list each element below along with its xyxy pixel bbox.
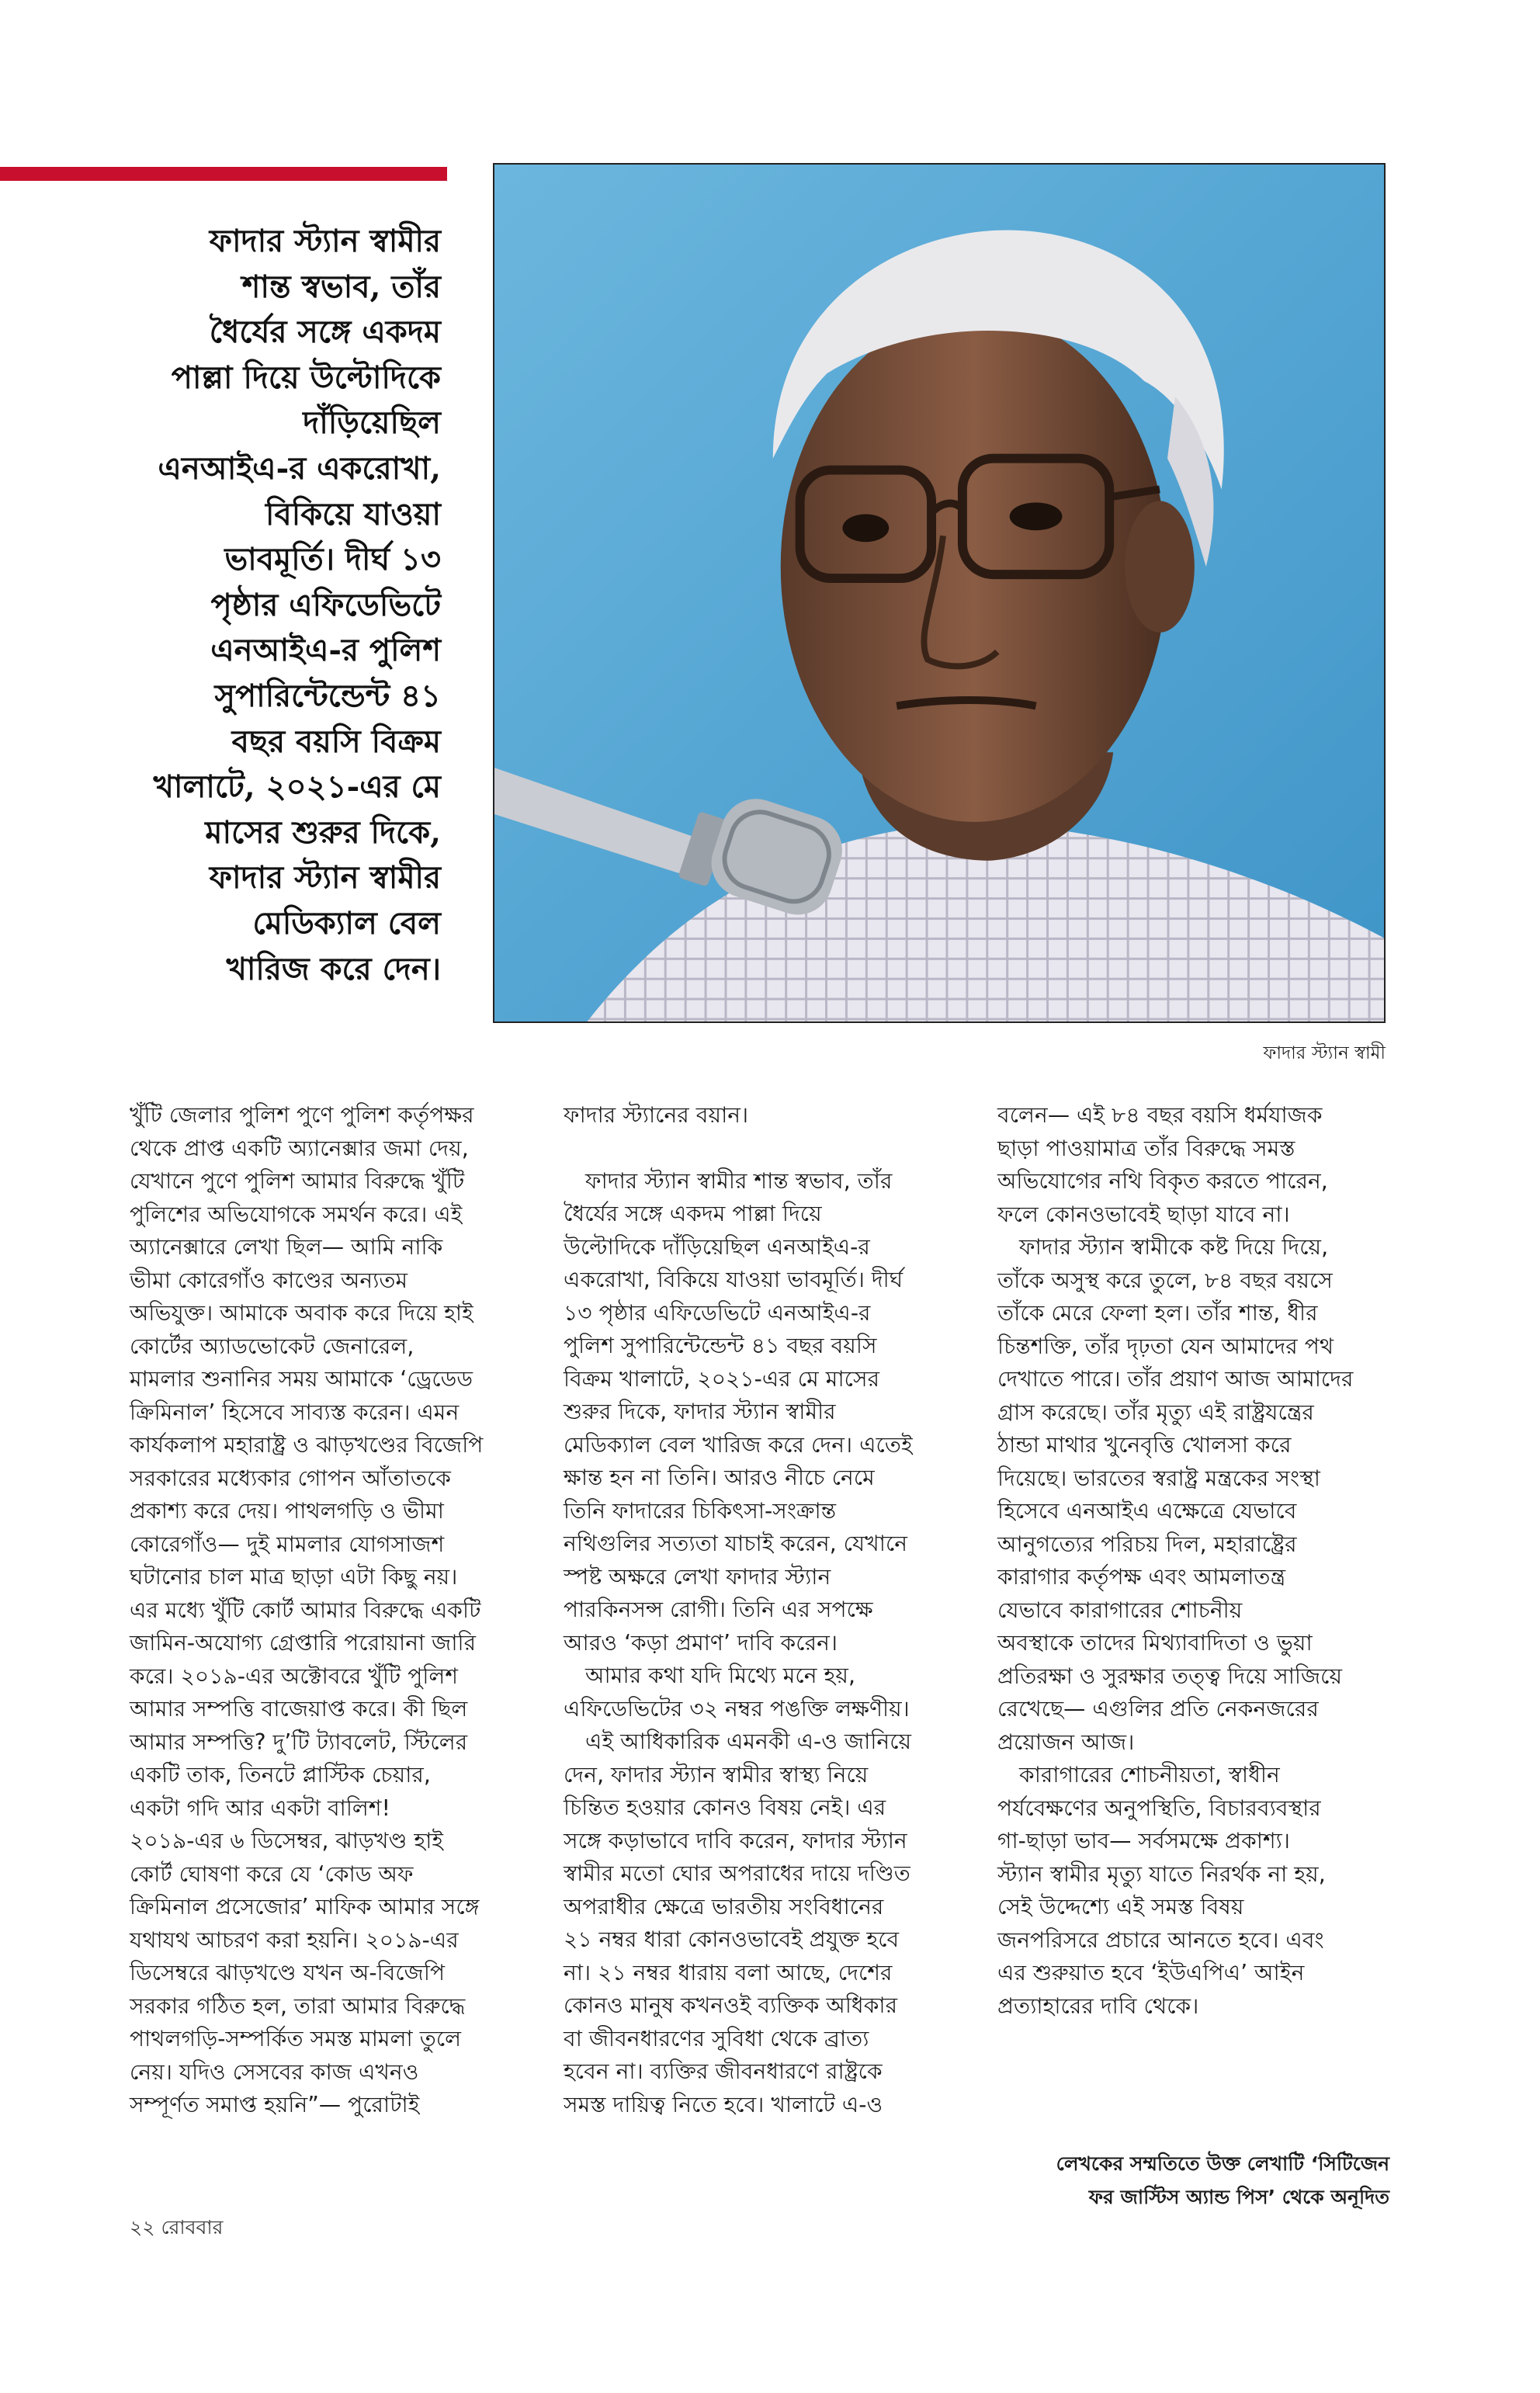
credit-line: লেখকের সম্মতিতে উক্ত লেখাটি ‘সিটিজেন [1056,2152,1389,2175]
article-line: উল্টোদিকে দাঁড়িয়েছিল এনআইএ-র [564,1233,870,1260]
article-line: প্রতিরক্ষা ও সুরক্ষার তত্ত্ব দিয়ে সাজিয়ে [997,1663,1343,1689]
article-line: এর মধ্যে খুঁটি কোর্ট আমার বিরুদ্ধে একটি [130,1597,481,1623]
article-line: থেকে প্রাপ্ত একটি অ্যানেক্সার জমা দেয়, [130,1135,469,1161]
article-line: সম্পূর্ণত সমাপ্ত হয়নি”— পুরোটাই [130,2092,420,2117]
article-line: পুলিশের অভিযোগকে সমর্থন করে। এই [130,1201,463,1227]
photo-caption: ফাদার স্ট্যান স্বামী [1263,1043,1386,1063]
article-line: সমস্ত দায়িত্ব নিতে হবে। খালাটে এ-ও [564,2091,883,2117]
article-line: ডিসেম্বরে ঝাড়খণ্ডে যখন অ-বিজেপি [130,1960,446,1985]
article-line: কোর্ট ঘোষণা করে যে ‘কোড অফ [130,1861,414,1887]
article-line: খুঁটি জেলার পুলিশ পুণে পুলিশ কর্তৃপক্ষর [130,1102,474,1128]
portrait-photo [493,163,1386,1023]
paragraph-gap [564,1132,957,1165]
article-line: জনপরিসরে প্রচারে আনতে হবে। এবং [997,1927,1324,1953]
article-line: পুলিশ সুপারিন্টেন্ডেন্ট ৪১ বছর বয়সি [564,1333,877,1358]
article-line: মেডিক্যাল বেল খারিজ করে দেন। এতেই [564,1431,913,1458]
article-line: পাথলগড়ি-সম্পর্কিত সমস্ত মামলা তুলে [130,2026,462,2051]
pull-quote-line: মাসের শুরুর দিকে, [205,813,441,851]
article-line: ছাড়া পাওয়ামাত্র তাঁর বিরুদ্ধে সমস্ত [997,1135,1295,1161]
article-line: এর শুরুয়াত হবে ‘ইউএপিএ’ আইন [997,1960,1305,1985]
pull-quote-line: ভাবমূর্তি। দীর্ঘ ১৩ [224,541,441,578]
article-line: বিক্রম খালাটে, ২০২১-এর মে মাসের [564,1365,880,1392]
pull-quote-line: এনআইএ-র পুলিশ [210,632,441,669]
red-accent-rule [0,167,447,181]
article-line: অভিযুক্ত। আমাকে অবাক করে দিয়ে হাই [130,1300,473,1326]
article-line: যেখানে পুণে পুলিশ আমার বিরুদ্ধে খুঁটি [130,1168,465,1194]
article-line: বা জীবনধারণের সুবিধা থেকে ব্রাত্য [564,2025,869,2051]
article-line: কোনও মানুষ কখনওই ব্যক্তিক অধিকার [564,1992,898,2018]
article-line: ফাদার স্ট্যান স্বামীর শান্ত স্বভাব, তাঁর [585,1167,893,1194]
article-line: সরকারের মধ্যেকার গোপন আঁতাতকে [130,1465,452,1491]
article-line: অপরাধীর ক্ষেত্রে ভারতীয় সংবিধানের [564,1893,884,1920]
article-line: দিয়েছে। ভারতের স্বরাষ্ট্র মন্ত্রকের সংস্থা [997,1465,1320,1491]
article-line: জামিন-অযোগ্য গ্রেপ্তারি পরোয়ানা জারি [130,1630,477,1656]
article-line: মামলার শুনানির সময় আমাকে ‘ড্রেডেড [130,1366,473,1392]
article-line: আমার সম্পত্তি? দু’টি ট্যাবলেট, স্টিলের [130,1729,468,1755]
article-line: আরও ‘কড়া প্রমাণ’ দাবি করেন। [564,1629,838,1656]
article-line: অবস্থাকে তাদের মিথ্যাবাদিতা ও ভুয়া [997,1630,1313,1656]
article-line: এই আধিকারিক এমনকী এ-ও জানিয়ে [585,1729,912,1754]
article-line: অভিযোগের নথি বিকৃত করতে পারেন, [997,1168,1328,1194]
article-line: হবেন না। ব্যক্তির জীবনধারণে রাষ্ট্রকে [564,2058,883,2084]
pull-quote [116,219,441,992]
article-line: পারকিনসন্স রোগী। তিনি এর সপক্ষে [564,1597,873,1622]
article-line: রেখেছে— এগুলির প্রতি নেকনজরের [997,1696,1319,1722]
pull-quote-line: সুপারিন্টেন্ডেন্ট ৪১ [214,677,441,714]
article-line: ক্রিমিনাল প্রসেজোর’ মাফিক আমার সঙ্গে [130,1894,480,1920]
article-line: তিনি ফাদারের চিকিৎসা-সংক্রান্ত [564,1497,837,1524]
pull-quote-line: দাঁড়িয়েছিল [303,404,441,442]
article-line: ২০১৯-এর ৬ ডিসেম্বর, ঝাড়খণ্ড হাই [130,1828,444,1854]
translation-credit [997,2147,1389,2214]
article-line: আমার সম্পত্তি বাজেয়াপ্ত করে। কী ছিল [130,1696,468,1722]
article-line: চিন্তিত হওয়ার কোনও বিষয় নেই। এর [564,1795,886,1820]
article-line: ফলে কোনওভাবেই ছাড়া যাবে না। [997,1201,1290,1227]
article-line: না। ২১ নম্বর ধারায় বলা আছে, দেশের [564,1959,893,1985]
article-line: ধৈর্যের সঙ্গে একদম পাল্লা দিয়ে [564,1201,822,1226]
article-line: ফাদার স্ট্যান স্বামীকে কষ্ট দিয়ে দিয়ে, [1019,1234,1329,1260]
pull-quote-line: ফাদার স্ট্যান স্বামীর [209,859,441,897]
pull-quote-line: এনআইএ-র একরোখা, [158,449,441,487]
article-line: প্রয়োজন আজ। [997,1729,1135,1755]
article-line: একরোখা, বিকিয়ে যাওয়া ভাবমূর্তি। দীর্ঘ [564,1267,904,1292]
article-line: ১৩ পৃষ্ঠার এফিডেভিটে এনআইএ-র [564,1299,871,1326]
pull-quote-line: শান্ত স্বভাব, তাঁর [241,268,441,305]
article-line: ভীমা কোরেগাঁও কাণ্ডের অন্যতম [130,1267,408,1293]
article-line: আনুগত্যের পরিচয় দিল, মহারাষ্ট্রের [997,1531,1297,1557]
article-line: ঠান্ডা মাথার খুনেবৃত্তি খোলসা করে [997,1432,1292,1458]
article-column-1 [130,1099,523,2122]
article-column-3 [997,1099,1391,2023]
article-line: নেয়। যদিও সেসবের কাজ এখনও [130,2058,419,2085]
article-line: প্রকাশ্য করে দেয়। পাথলগড়ি ও ভীমা [130,1498,444,1524]
pull-quote-line: খালাটে, ২০২১-এর মে [153,768,441,806]
pull-quote-line: পৃষ্ঠার এফিডেভিটে [210,586,441,623]
article-line: শুরুর দিকে, ফাদার স্ট্যান স্বামীর [564,1399,836,1424]
article-line: স্পষ্ট অক্ষরে লেখা ফাদার স্ট্যান [564,1563,831,1590]
article-line: প্রত্যাহারের দাবি থেকে। [997,1992,1199,2019]
article-line: সরকার গঠিত হল, তারা আমার বিরুদ্ধে [130,1992,466,2019]
article-line: কোর্টের অ্যাডভোকেট জেনারেল, [130,1333,414,1359]
article-line: এফিডেভিটের ৩২ নম্বর পঙক্তি লক্ষণীয়। [564,1695,910,1722]
pull-quote-line: বছর বয়সি বিক্রম [231,723,441,760]
article-line: করে। ২০১৯-এর অক্টোবরে খুঁটি পুলিশ [130,1663,459,1689]
article-line: বলেন— এই ৮৪ বছর বয়সি ধর্মযাজক [997,1102,1323,1128]
article-line: আমার কথা যদি মিথ্যে মনে হয়, [585,1663,855,1688]
article-line: স্বামীর মতো ঘোর অপরাধের দায়ে দণ্ডিত [564,1861,910,1886]
article-line: তাঁকে অসুস্থ করে তুলে, ৮৪ বছর বয়সে [997,1267,1333,1293]
article-line: সঙ্গে কড়াভাবে দাবি করেন, ফাদার স্ট্যান [564,1827,907,1854]
article-line: কারাগার কর্তৃপক্ষ এবং আমলাতন্ত্র [997,1564,1286,1590]
article-line: ২১ নম্বর ধারা কোনওভাবেই প্রযুক্ত হবে [564,1927,900,1952]
article-line: যথাযথ আচরণ করা হয়নি। ২০১৯-এর [130,1927,459,1953]
article-line: অ্যানেক্সারে লেখা ছিল— আমি নাকি [130,1234,443,1260]
article-line: কারাগারের শোচনীয়তা, স্বাধীন [1019,1762,1280,1788]
pull-quote-line: বিকিয়ে যাওয়া [265,495,441,532]
pull-quote-line: খারিজ করে দেন। [226,950,441,987]
credit-line: ফর জাস্টিস অ্যান্ড পিস’ থেকে অনূদিত [1088,2186,1389,2208]
article-line: গ্রাস করেছে। তাঁর মৃত্যু এই রাষ্ট্রযন্ত্রের [997,1399,1314,1425]
pull-quote-line: মেডিক্যাল বেল [252,904,441,942]
page-folio: ২২ রোববার [130,2216,224,2239]
article-line: পর্যবেক্ষণের অনুপস্থিতি, বিচারব্যবস্থার [997,1795,1321,1821]
article-line: নথিগুলির সত্যতা যাচাই করেন, যেখানে [564,1531,908,1556]
article-line: কোরেগাঁও— দুই মামলার যোগসাজশ [130,1531,445,1557]
article-line: দেন, ফাদার স্ট্যান স্বামীর স্বাস্থ্য নিয়ে [564,1761,869,1788]
pull-quote-line: পাল্লা দিয়ে উল্টোদিকে [171,359,441,396]
portrait-illustration [494,165,1384,1021]
article-line: হিসেবে এনআইএ এক্ষেত্রে যেভাবে [997,1498,1297,1524]
article-line: একটি তাক, তিনটে প্লাস্টিক চেয়ার, [130,1762,431,1788]
article-line: একটা গদি আর একটা বালিশ! [130,1795,390,1821]
article-line: ঘটানোর চাল মাত্র ছাড়া এটা কিছু নয়। [130,1564,458,1590]
article-line: সেই উদ্দেশ্যে এই সমস্ত বিষয় [997,1894,1244,1920]
article-line: তাঁকে মেরে ফেলা হল। তাঁর শান্ত, ধীর [997,1300,1318,1326]
article-line: স্ট্যান স্বামীর মৃত্যু যাতে নিরর্থক না হয়, [997,1861,1326,1887]
article-line: দেখাতে পারে। তাঁর প্রয়াণ আজ আমাদের [997,1366,1354,1392]
pull-quote-line: ফাদার স্ট্যান স্বামীর [209,223,441,259]
article-line: কার্যকলাপ মহারাষ্ট্র ও ঝাড়খণ্ডের বিজেপি [130,1432,484,1458]
article-line: ফাদার স্ট্যানের বয়ান। [564,1102,749,1128]
article-line: যেভাবে কারাগারের শোচনীয় [997,1597,1243,1623]
article-column-2 [564,1099,957,2121]
article-line: গা-ছাড়া ভাব— সর্বসমক্ষে প্রকাশ্য। [997,1828,1290,1854]
pull-quote-line: ধৈর্যের সঙ্গে একদম [209,314,441,351]
article-line: ক্রিমিনাল’ হিসেবে সাব্যস্ত করেন। এমন [130,1399,460,1425]
article-line: চিন্তশক্তি, তাঁর দৃঢ়তা যেন আমাদের পথ [997,1333,1334,1359]
article-line: ক্ষান্ত হন না তিনি। আরও নীচে নেমে [564,1465,875,1490]
